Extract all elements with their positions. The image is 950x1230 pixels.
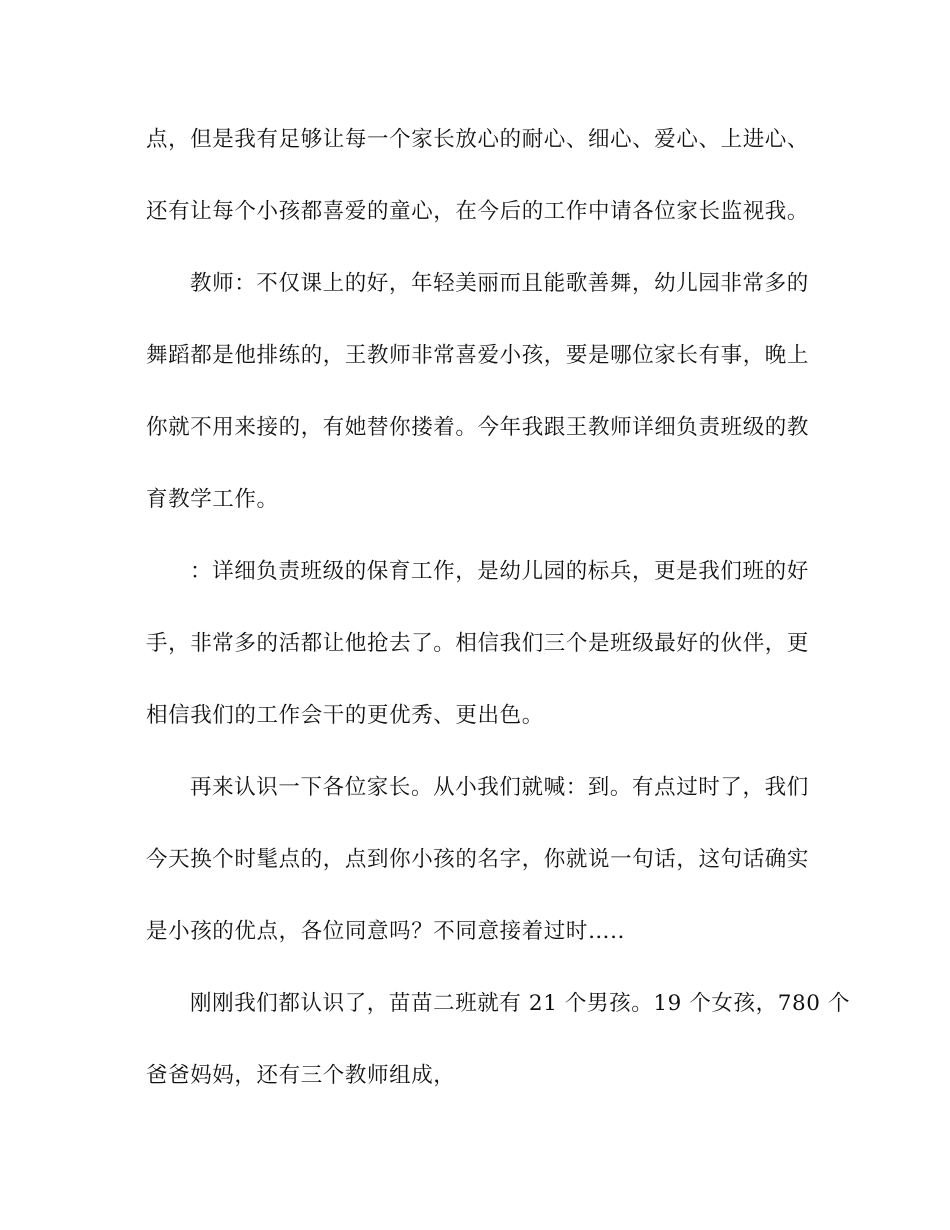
paragraph-start: ：详细负责班级的保育工作，是幼儿园的标兵，更是我们班的好: [190, 559, 809, 584]
text-line: 舞蹈都是他排练的，王教师非常喜爱小孩，要是哪位家长有事，晚上: [146, 343, 810, 368]
paragraph-start: 教师：不仅课上的好，年轻美丽而且能歌善舞，幼儿园非常多的: [190, 271, 809, 296]
text-line: 你就不用来接的，有她替你搂着。今年我跟王教师详细负责班级的教: [146, 415, 810, 440]
text-line: 育教学工作。: [146, 487, 279, 512]
text-line: 点，但是我有足够让每一个家长放心的耐心、细心、爱心、上进心、: [146, 127, 810, 152]
text-line: 相信我们的工作会干的更优秀、更出色。: [146, 703, 544, 728]
text-line: 今天换个时髦点的，点到你小孩的名字，你就说一句话，这句话确实: [146, 847, 810, 872]
text-line: 手，非常多的活都让他抢去了。相信我们三个是班级最好的伙伴，更: [146, 631, 810, 656]
text-line: 是小孩的优点，各位同意吗？不同意接着过时…..: [146, 919, 625, 944]
document-body: [146, 118, 851, 1126]
text-line: 还有让每个小孩都喜爱的童心，在今后的工作中请各位家长监视我。: [146, 199, 810, 224]
text-line: 爸爸妈妈，还有三个教师组成，: [146, 1063, 456, 1088]
paragraph-start: 刚刚我们都认识了，苗苗二班就有 21 个男孩。19 个女孩，780 个: [190, 991, 851, 1016]
paragraph-start: 再来认识一下各位家长。从小我们就喊：到。有点过时了，我们: [190, 775, 809, 800]
